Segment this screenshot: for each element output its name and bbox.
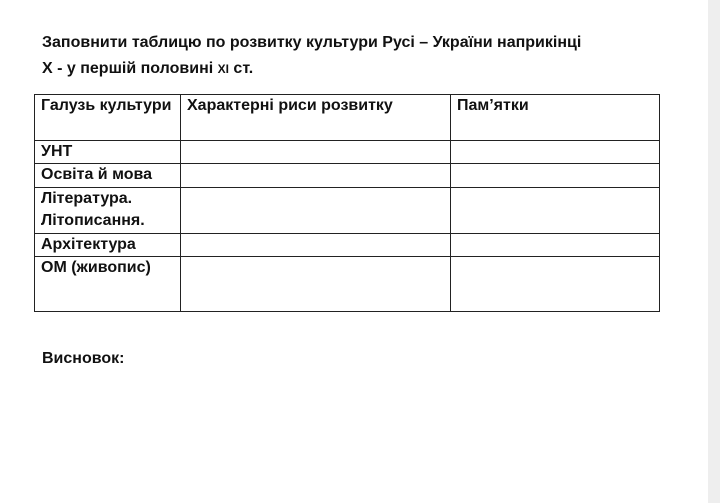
features-cell[interactable] — [181, 164, 451, 188]
monuments-cell[interactable] — [451, 164, 660, 188]
task-title-line2 — [42, 56, 682, 82]
table-row — [35, 257, 660, 312]
culture-table — [34, 94, 660, 312]
features-cell[interactable] — [181, 234, 451, 257]
header-branch: Галузь культури — [35, 95, 181, 141]
monuments-cell[interactable] — [451, 141, 660, 164]
row-label: УНТ — [35, 141, 181, 164]
header-features: Характерні риси розвитку — [181, 95, 451, 141]
task-title — [42, 30, 682, 82]
features-cell[interactable] — [181, 188, 451, 234]
table-header-row — [35, 95, 660, 141]
row-label: Література. Літописання. — [35, 188, 181, 234]
monuments-cell[interactable] — [451, 188, 660, 234]
task-title-roman: ХІ — [217, 62, 229, 76]
table-row — [35, 141, 660, 164]
task-title-prefix: Х - у першій половині — [42, 60, 214, 77]
row-label: Архітектура — [35, 234, 181, 257]
monuments-cell[interactable] — [451, 234, 660, 257]
conclusion-label: Висновок: — [42, 350, 125, 367]
table-row — [35, 164, 660, 188]
features-cell[interactable] — [181, 141, 451, 164]
header-monuments: Пам’ятки — [451, 95, 660, 141]
table-row — [35, 234, 660, 257]
page-edge-strip — [708, 0, 720, 503]
task-title-suffix: ст. — [228, 60, 254, 77]
row-label: ОМ (живопис) — [35, 257, 181, 312]
monuments-cell[interactable] — [451, 257, 660, 312]
table-row — [35, 188, 660, 234]
row-label: Освіта й мова — [35, 164, 181, 188]
features-cell[interactable] — [181, 257, 451, 312]
task-title-line1: Заповнити таблицю по розвитку культури Русі – України наприкінці — [42, 34, 582, 51]
